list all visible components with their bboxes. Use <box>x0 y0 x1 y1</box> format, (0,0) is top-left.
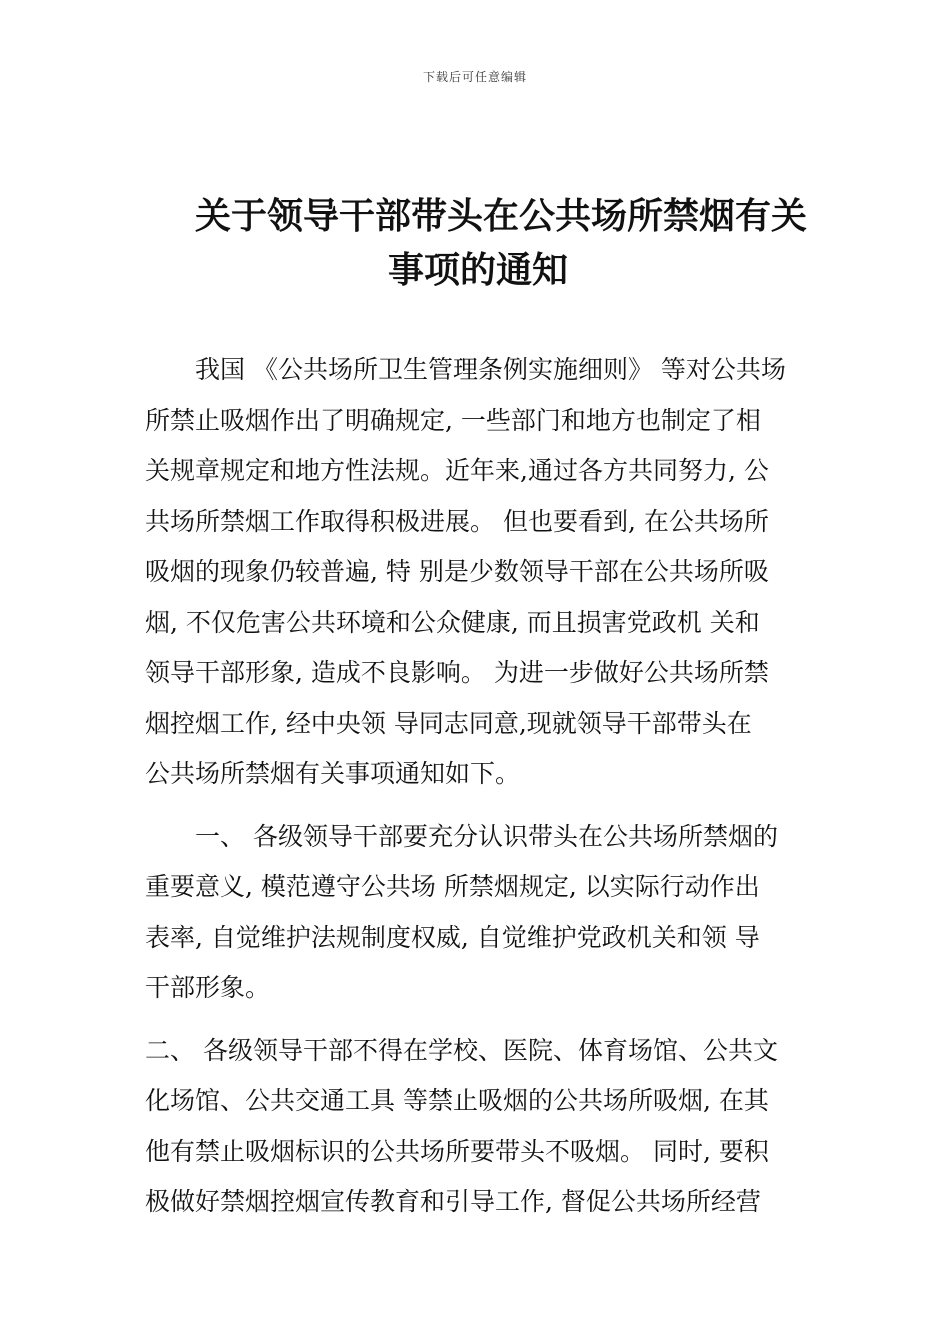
text-line: 重要意义, 模范遵守公共场 所禁烟规定, 以实际行动作出 <box>145 872 760 901</box>
document-body <box>145 345 810 1228</box>
paragraph-intro <box>145 345 810 800</box>
text-line: 烟, 不仅危害公共环境和公众健康, 而且损害党政机 关和 <box>145 607 760 637</box>
text-line: 所禁止吸烟作出了明确规定, 一些部门和地方也制定了相 <box>145 405 761 435</box>
text-line: 干部形象。 <box>145 973 271 1002</box>
text-line: 表率, 自觉维护法规制度权威, 自觉维护党政机关和领 导 <box>145 922 760 952</box>
text-line: 二、 各级领导干部不得在学校、医院、体育场馆、公共文 <box>145 1035 778 1065</box>
paragraph-gap <box>145 1014 810 1026</box>
title-line-2: 事项的通知 <box>388 250 569 291</box>
text-line: 关规章规定和地方性法规。近年来,通过各方共同努力, 公 <box>145 456 769 485</box>
text-line: 领导干部形象, 造成不良影响。 为进一步做好公共场所禁 <box>145 658 769 687</box>
paragraph-item-1 <box>145 812 810 1014</box>
text-line: 烟控烟工作, 经中央领 导同志同意,现就领导干部带头在 <box>145 708 752 738</box>
text-line: 一、 各级领导干部要充分认识带头在公共场所禁烟的 <box>145 821 778 851</box>
text-line: 公共场所禁烟有关事项通知如下。 <box>145 759 521 788</box>
document-title <box>140 190 820 298</box>
text-line: 他有禁止吸烟标识的公共场所要带头不吸烟。 同时, 要积 <box>145 1136 769 1166</box>
header-note: 下载后可任意编辑 <box>422 70 527 84</box>
text-line: 化场馆、公共交通工具 等禁止吸烟的公共场所吸烟, 在其 <box>145 1086 769 1115</box>
text-line: 共场所禁烟工作取得积极进展。 但也要看到, 在公共场所 <box>145 506 769 536</box>
text-line: 我国 《公共场所卫生管理条例实施细则》 等对公共场 <box>145 355 786 384</box>
title-line-1: 关于领导干部带头在公共场所禁烟有关 <box>195 196 808 237</box>
paragraph-gap <box>145 800 810 812</box>
text-line: 吸烟的现象仍较普遍, 特 别是少数领导干部在公共场所吸 <box>145 557 769 586</box>
text-line: 极做好禁烟控烟宣传教育和引导工作, 督促公共场所经营 <box>145 1187 761 1216</box>
paragraph-item-2 <box>145 1026 810 1228</box>
